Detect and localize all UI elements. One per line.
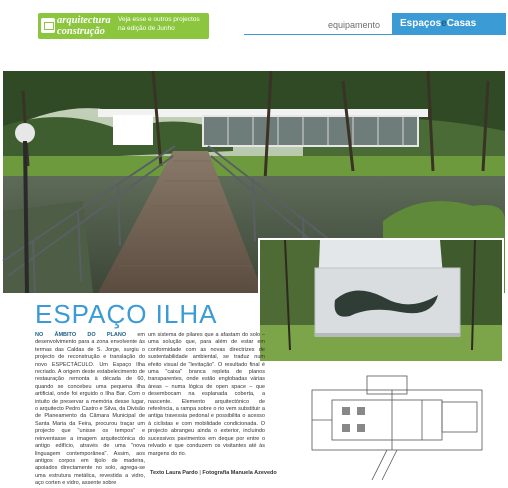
section-tab-dot: e <box>441 18 447 29</box>
article-column-2 <box>148 332 265 467</box>
article-column-2-text: um sistema de pilares que a afastam do solo – uma solução que, para além de estar em conformidade com as novas directrizes de sustentabilidade ambiental, se traduz num efeito visual de "levitação". O resultado final é uma "caixa" branca repleta de planos transparentes, onde estão englobadas várias áreas – numa lógica de open space – que desembocam na esplanada coberta, a nascente. Elemento arquitectónico de referência, a rampa sobre o rio vem substituir a antiga travessia pedonal e possibilita o acesso à ciclistas e com mobilidade condicionada. O projecto abrangeu ainda o exterior, incluindo sucessivos pavimentos em deque por entre o relvado e que conduzem os visitantes até às margens do rio. <box>148 332 265 457</box>
section-tab <box>392 13 506 35</box>
article-lead: NO ÂMBITO DO PLANO <box>35 332 127 338</box>
byline: Texto Laura Pardo | Fotografia Manuela Azevedo <box>150 470 277 476</box>
brand-line2: construção <box>57 26 105 37</box>
byline-photo: Fotografia Manuela Azevedo <box>202 470 277 476</box>
byline-text: Texto Laura Pardo <box>150 470 198 476</box>
article-column-1-text: em desenvolvimento para a zona envolvente às termas das Caldas de S. Jorge, surgiu o projecto de reconstrução e translação do novo ESPECTÁCULO. Um Espaço Ilha recriado. A origem deste estabelecimento de restauração remonta à década de 60, quando se concebeu uma pequena ilha artificial, onde foi erguido o Ilha Bar. Com o intuito de preservar a memória desse lugar, o arquitecto Pedro Castro e Silva, da Divisão de Planeamento da Câmara Municipal de Santa Maria da Feira, procurou traçar um projecto que "unisse os tempos" e reinventasse a imagem arquitectónica do antigo edifício, através de uma "nova linguagem contemporânea". Assim, aos antigos corpos em tijolo de madeira, apoiados directamente no solo, agrega-se uma estrutura metálica, revestida a vidro, aço corten e vidro, assente sobre <box>35 332 146 487</box>
brand-line1: arquitectura <box>57 15 111 26</box>
magazine-logo <box>41 15 116 37</box>
header-rule <box>244 34 392 35</box>
section-label: equipamento <box>328 20 381 30</box>
article-column-1 <box>35 332 146 487</box>
magazine-icon <box>41 18 55 33</box>
section-tab-part2: Casas <box>446 18 477 29</box>
promo-text: Veja esse e outros projectos na edição de Junho <box>118 16 200 32</box>
article-title: ESPAÇO ILHA <box>35 299 218 329</box>
section-tab-part1: Espaços <box>400 18 442 29</box>
promo-banner[interactable] <box>38 13 209 39</box>
floor-plan <box>272 372 504 482</box>
inset-photo <box>258 238 504 363</box>
